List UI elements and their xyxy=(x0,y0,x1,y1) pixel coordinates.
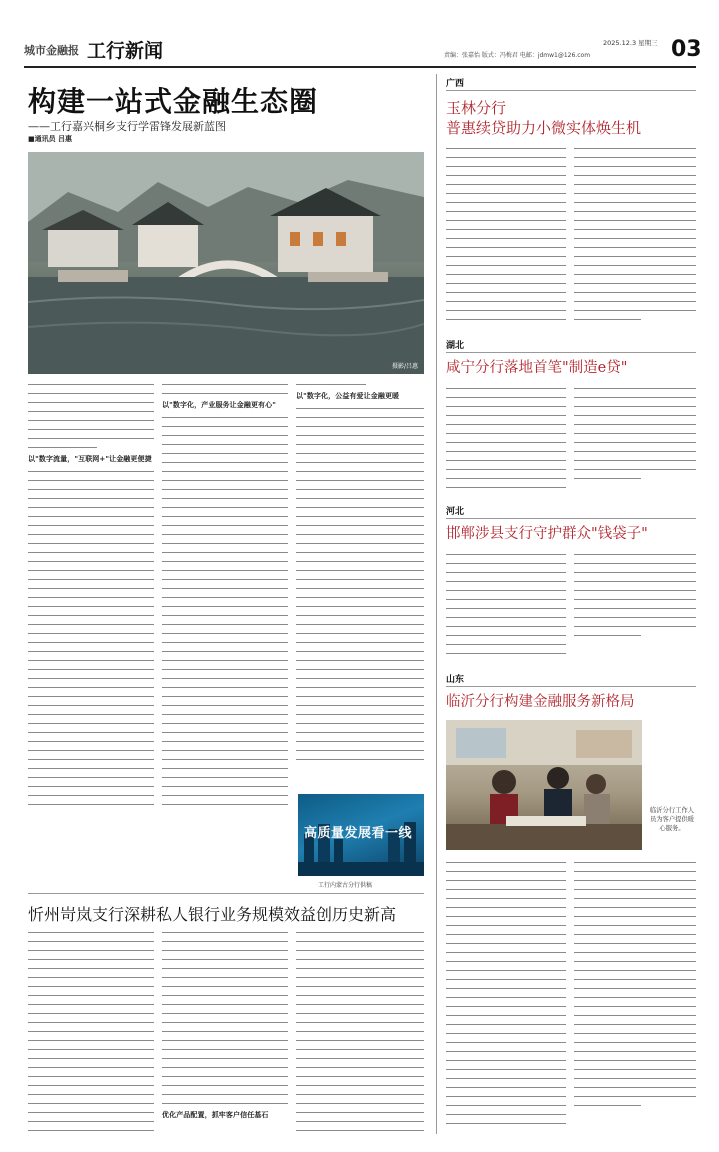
editors-line: 责编：张嘉怡 版式：冯梅君 电邮：jdmw1@126.com xyxy=(444,52,591,59)
water-town-photo xyxy=(28,152,424,374)
main-article-col2 xyxy=(162,380,288,812)
hebei-rule xyxy=(446,518,696,519)
hubei-rule xyxy=(446,352,696,353)
banner-caption: 工行内蒙古分行供稿 xyxy=(318,882,373,889)
main-byline: ■通讯员 吕惠 xyxy=(28,135,73,143)
tag-guangxi: 广西 xyxy=(446,79,465,89)
shandong-col1 xyxy=(446,858,566,1134)
guangxi-rule xyxy=(446,90,696,91)
issue-date: 2025.12.3 星期三 xyxy=(603,39,658,47)
main-headline: 构建一站式金融生态圈 xyxy=(28,85,319,118)
bottom-left-sub-1: 优化产品配置，抓牢客户信任基石 xyxy=(162,1111,269,1119)
shandong-rule xyxy=(446,686,696,687)
main-sub-3: 以"数字化，公益有爱让金融更暖 xyxy=(296,392,400,400)
main-article-col3 xyxy=(296,380,424,812)
high-quality-banner xyxy=(298,794,424,876)
bank-service-photo xyxy=(446,720,642,850)
guangxi-col2 xyxy=(574,144,696,324)
shandong-col2 xyxy=(574,858,696,1134)
bottom-left-col2 xyxy=(162,928,288,1136)
main-sub-1: 以"数字流量，"互联网+"让金融更便捷 xyxy=(28,455,152,463)
main-sub-2: 以"数字化，产业服务让金融更有心" xyxy=(162,401,276,409)
hebei-col1 xyxy=(446,550,566,662)
service-photo-art xyxy=(446,720,642,850)
bottom-left-rule xyxy=(28,893,424,894)
column-divider xyxy=(436,74,437,1134)
hebei-headline: 邯郸涉县支行守护群众"钱袋子" xyxy=(446,526,648,542)
hebei-col2 xyxy=(574,550,696,662)
photo-illustration xyxy=(28,152,424,374)
bottom-left-headline: 忻州岢岚支行深耕私人银行业务规模效益创历史新高 xyxy=(28,905,397,924)
main-subheadline: ——工行嘉兴桐乡支行学雷锋发展新蓝图 xyxy=(28,120,226,133)
hubei-headline: 咸宁分行落地首笔"制造e贷" xyxy=(446,360,628,376)
page-number: 03 xyxy=(671,37,702,62)
guangxi-headline-1: 玉林分行 xyxy=(446,99,507,117)
guangxi-col1 xyxy=(446,144,566,324)
tag-hubei: 湖北 xyxy=(446,341,465,351)
hubei-col1 xyxy=(446,384,566,494)
hubei-col2 xyxy=(574,384,696,494)
banner-text: 高质量发展看一线 xyxy=(304,826,413,841)
bottom-left-col1 xyxy=(28,928,154,1136)
tag-hebei: 河北 xyxy=(446,507,465,517)
shandong-photo-caption: 临沂分行工作人员为客户提供暖心服务。 xyxy=(649,807,695,832)
guangxi-headline-2: 普惠续贷助力小微实体焕生机 xyxy=(446,119,642,137)
photo-caption: 摄影/吕惠 xyxy=(391,363,418,370)
masthead xyxy=(0,0,719,66)
masthead-rule xyxy=(24,66,696,68)
shandong-headline: 临沂分行构建金融服务新格局 xyxy=(446,694,635,710)
section-title: 工行新闻 xyxy=(87,40,164,62)
paper-name: 城市金融报 xyxy=(24,44,79,57)
main-article-col1 xyxy=(28,380,154,812)
tag-shandong: 山东 xyxy=(446,675,465,685)
bottom-left-col3 xyxy=(296,928,424,1136)
